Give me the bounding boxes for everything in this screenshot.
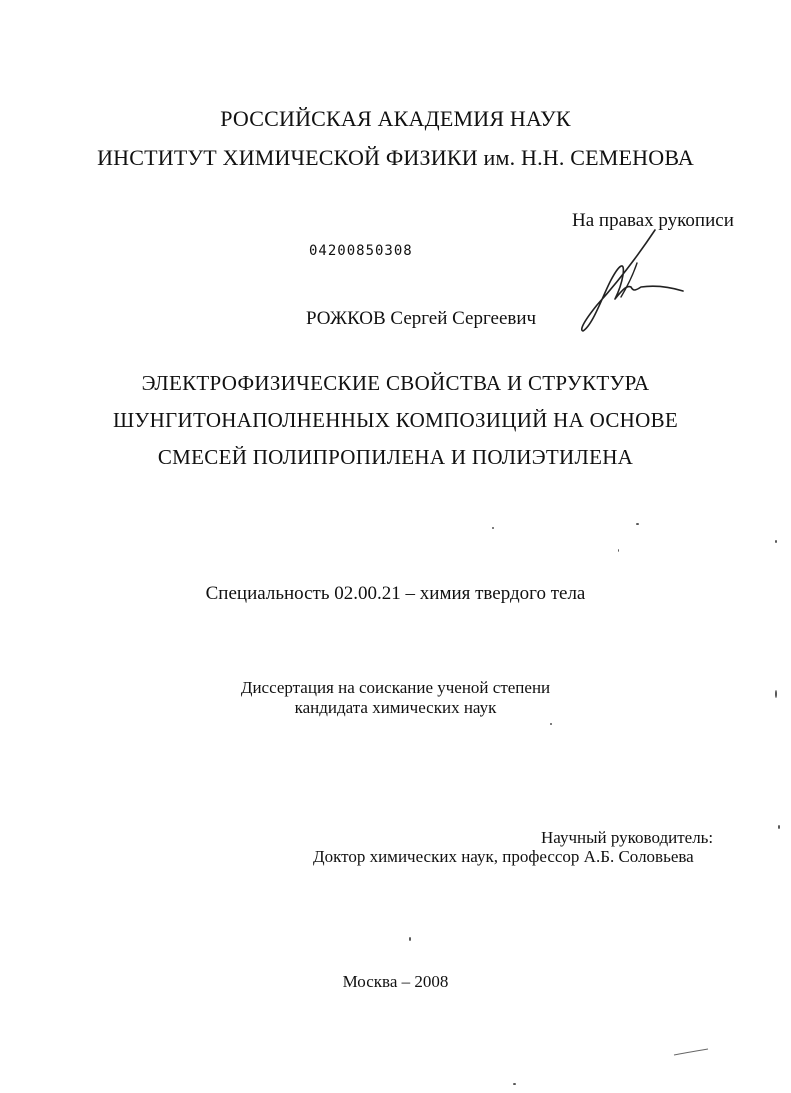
- scan-speck: [618, 549, 619, 552]
- dissertation-line-2: кандидата химических наук: [294, 698, 497, 717]
- supervisor-name: Доктор химических наук, профессор А.Б. Соловьева: [313, 847, 694, 866]
- scan-speck: [775, 540, 777, 543]
- manuscript-note: На правах рукописи: [572, 210, 734, 231]
- dissertation-line-1: Диссертация на соискание ученой степени: [240, 678, 551, 697]
- signature: [575, 225, 690, 337]
- scan-speck: [409, 937, 411, 941]
- title-line-1: ЭЛЕКТРОФИЗИЧЕСКИЕ СВОЙСТВА И СТРУКТУРА: [141, 371, 650, 395]
- city-year: Москва – 2008: [342, 972, 449, 991]
- title-line-3: СМЕСЕЙ ПОЛИПРОПИЛЕНА И ПОЛИЭТИЛЕНА: [157, 445, 634, 469]
- scan-speck: [636, 523, 639, 525]
- org-name: РОССИЙСКАЯ АКАДЕМИЯ НАУК: [220, 106, 571, 131]
- scan-stroke: [672, 1045, 712, 1059]
- scan-speck: [775, 690, 777, 698]
- scan-speck: [778, 825, 780, 829]
- institute-name: ИНСТИТУТ ХИМИЧЕСКОЙ ФИЗИКИ им. Н.Н. СЕМЕНОВА: [97, 145, 694, 170]
- specialty: Специальность 02.00.21 – химия твердого тела: [205, 583, 586, 604]
- author-name: РОЖКОВ Сергей Сергеевич: [306, 308, 537, 329]
- scan-speck: [513, 1083, 516, 1085]
- title-line-2: ШУНГИТОНАПОЛНЕННЫХ КОМПОЗИЦИЙ НА ОСНОВЕ: [112, 408, 679, 432]
- scan-speck: [492, 527, 494, 529]
- catalog-number: 04200850308: [309, 243, 413, 259]
- scan-speck: [550, 723, 552, 725]
- supervisor-label: Научный руководитель:: [541, 828, 714, 847]
